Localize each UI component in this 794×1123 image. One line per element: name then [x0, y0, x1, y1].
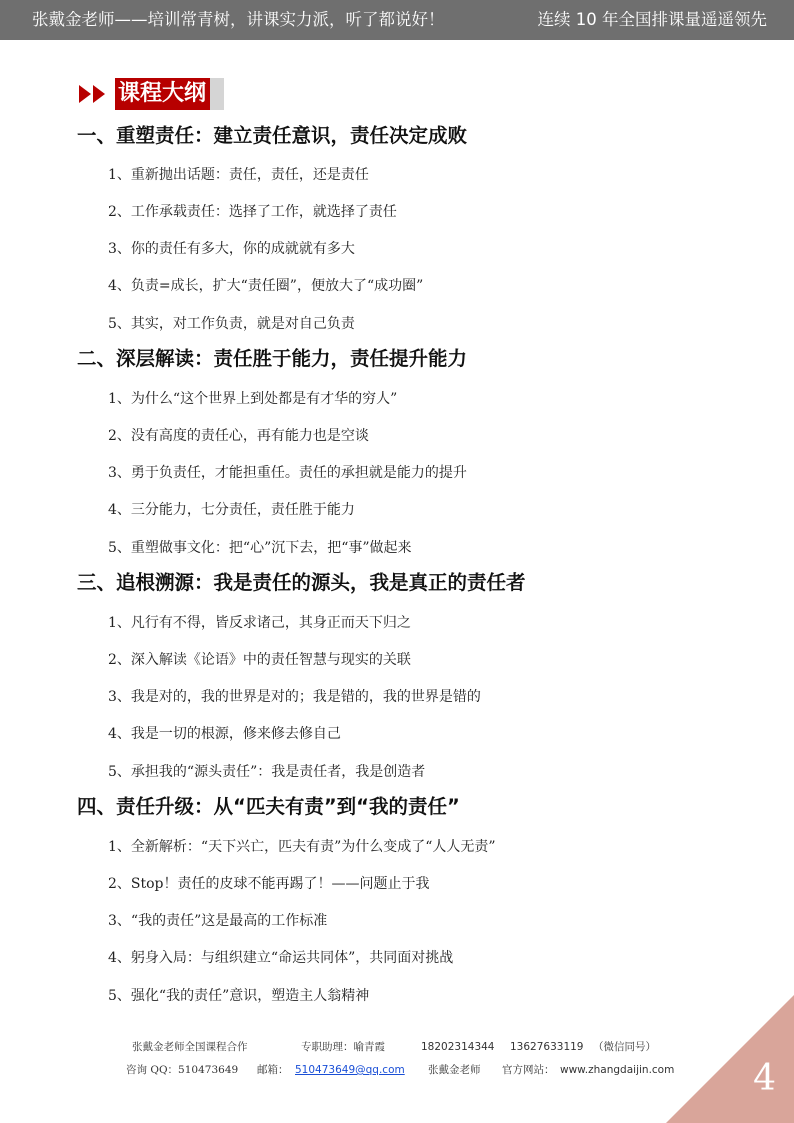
email-link[interactable]: 510473649@qq.com: [295, 1064, 405, 1076]
footer-email-label: 邮箱：: [257, 1064, 289, 1076]
website-link[interactable]: www.zhangdaijin.com: [560, 1064, 675, 1076]
outline-item: 2、工作承载责任：选择了工作，就选择了责任: [108, 204, 397, 220]
footer-cooperation: 张戴金老师全国课程合作: [132, 1041, 248, 1053]
banner-slogan: 张戴金老师——培训常青树，讲课实力派，听了都说好！: [32, 10, 445, 29]
footer-teacher: 张戴金老师: [428, 1064, 481, 1076]
course-outline-label: 课程大纲: [115, 78, 224, 110]
outline-item: 3、你的责任有多大，你的成就就有多大: [108, 241, 355, 257]
page-number: 4: [753, 1058, 776, 1099]
outline-item: 3、我是对的，我的世界是对的；我是错的，我的世界是错的: [108, 689, 481, 705]
outline-item: 5、承担我的“源头责任”：我是责任者，我是创造者: [108, 764, 426, 780]
section-title: 一、重塑责任：建立责任意识，责任决定成败: [77, 124, 468, 147]
outline-item: 3、勇于负责任，才能担重任。责任的承担就是能力的提升: [108, 465, 467, 481]
outline-item: 2、深入解读《论语》中的责任智慧与现实的关联: [108, 652, 411, 668]
outline-item: 4、三分能力，七分责任，责任胜于能力: [108, 502, 355, 518]
section-title: 三、追根溯源：我是责任的源头，我是真正的责任者: [77, 571, 526, 594]
outline-item: 4、负责=成长，扩大“责任圈”，便放大了“成功圈”: [108, 278, 424, 294]
outline-item: 2、没有高度的责任心，再有能力也是空谈: [108, 428, 369, 444]
footer-wechat-note: （微信同号）: [593, 1041, 656, 1053]
footer-phone-1: 18202314344: [421, 1041, 495, 1053]
outline-item: 1、重新抛出话题：责任，责任，还是责任: [108, 167, 369, 183]
footer-phone-2: 13627633119: [510, 1041, 584, 1053]
footer-assistant: 专职助理：喻青霞: [301, 1041, 385, 1053]
footer-qq: 咨询 QQ：510473649: [126, 1064, 239, 1076]
outline-item: 5、强化“我的责任”意识，塑造主人翁精神: [108, 988, 370, 1004]
outline-item: 3、“我的责任”这是最高的工作标准: [108, 913, 328, 929]
banner-promo: 连续 10 年全国排课量遥遥领先: [537, 10, 767, 29]
outline-item: 2、Stop！责任的皮球不能再踢了！——问题止于我: [108, 876, 430, 892]
outline-item: 1、凡行有不得，皆反求诸己，其身正而天下归之: [108, 615, 411, 631]
outline-item: 5、其实，对工作负责，就是对自己负责: [108, 316, 355, 332]
footer-site-label: 官方网站：: [502, 1064, 555, 1076]
outline-item: 1、为什么“这个世界上到处都是有才华的穷人”: [108, 391, 398, 407]
outline-item: 5、重塑做事文化：把“心”沉下去，把“事”做起来: [108, 540, 412, 556]
double-arrow-icon: [79, 84, 113, 104]
top-banner: [0, 0, 794, 40]
outline-item: 4、躬身入局：与组织建立“命运共同体”，共同面对挑战: [108, 950, 454, 966]
outline-item: 1、全新解析：“天下兴亡，匹夫有责”为什么变成了“人人无责”: [108, 839, 496, 855]
course-outline-heading: [79, 76, 224, 112]
section-title: 四、责任升级：从“匹夫有责”到“我的责任”: [77, 795, 460, 818]
outline-item: 4、我是一切的根源，修来修去修自己: [108, 726, 341, 742]
section-title: 二、深层解读：责任胜于能力，责任提升能力: [77, 347, 468, 370]
